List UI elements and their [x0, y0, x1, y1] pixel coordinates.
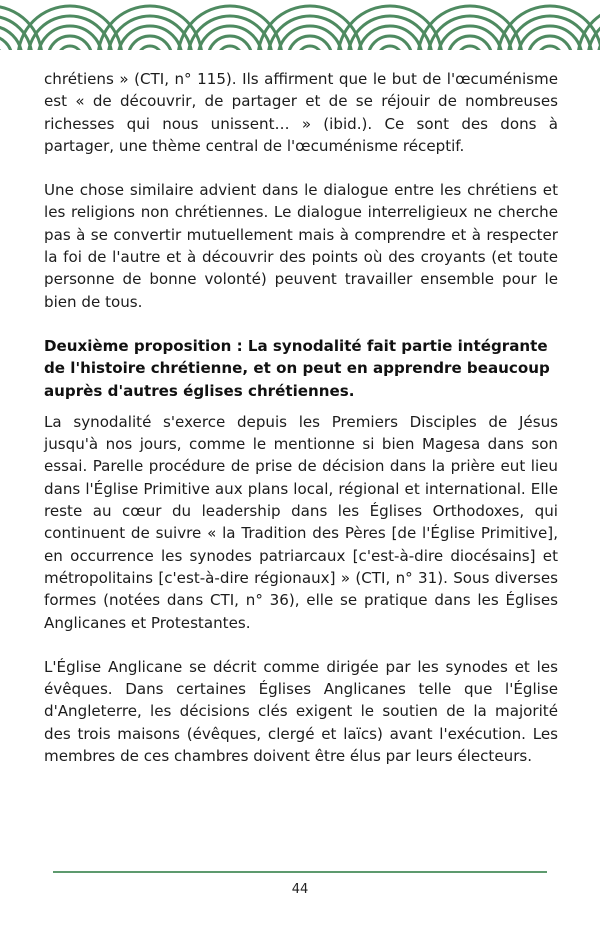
paragraph-interreligious-dialogue: Une chose similaire advient dans le dialogue entre les chrétiens et les religions non chrétiennes. Le dialogue interreligieux ne cherche pas à se convertir mutuellement mais à comprendre et à respecter la foi de l'autre et à découvrir des points où des croyants (et toute personne de bonne volonté) peuvent travailler ensemble pour le bien de tous.	[44, 181, 558, 311]
paragraph-synodality-history: La synodalité s'exerce depuis les Premiers Disciples de Jésus jusqu'à nos jours, comme le mentionne si bien Magesa dans son essai. Parelle procédure de prise de décision dans la prière eut lieu dans l'Église Primitive aux plans local, régional et international. Elle reste au cœur du leadership dans les Églises Orthodoxes, qui continuent de suivre « la Tradition des Pères [de l'Église Primitive], en occurrence les synodes patriarcaux [c'est-à-dire diocésains] et métropolitains [c'est-à-dire régionaux] » (CTI, n° 31). Sous diverses formes (notées dans CTI, n° 36), elle se pratique dans les Églises Anglicanes et Protestantes.	[44, 412, 558, 632]
arc-ring	[448, 36, 492, 50]
arc-ring	[0, 46, 2, 50]
footer-divider	[53, 871, 547, 873]
arc-ring	[58, 46, 82, 50]
paragraph-ecumenism: chrétiens » (CTI, n° 115). Ils affirment que le but de l'œcuménisme est « de découvrir, de partager et de se réjouir de nombreuses richesses qui nous unissent… » (ibid.). Ce sont des dons à partager, une thème central de l'œcuménisme réceptif.	[44, 70, 558, 155]
arc-ring	[218, 46, 242, 50]
arc-ring	[528, 36, 572, 50]
arc-ring	[538, 46, 562, 50]
arc-ring	[48, 36, 92, 50]
arc-ring	[128, 36, 172, 50]
arc-ring	[378, 46, 402, 50]
page-body	[44, 68, 558, 767]
arc-ring	[138, 46, 162, 50]
arc-ring	[0, 36, 12, 50]
arc-ring	[298, 46, 322, 50]
arc-ring	[368, 36, 412, 50]
decorative-arc-banner	[0, 0, 600, 50]
paragraph-anglican-church: L'Église Anglicane se décrit comme dirigée par les synodes et les évêques. Dans certaines Églises Anglicanes telle que l'Église d'Angleterre, les décisions clés exigent le soutien de la majorité des trois maisons (évêques, clergé et laïcs) avant l'exécution. Les membres de ces chambres doivent être élus par leurs électeurs.	[44, 657, 558, 766]
page-number: 44	[291, 882, 309, 897]
arc-ring	[208, 36, 252, 50]
arc-ring	[288, 36, 332, 50]
arc-ring	[458, 46, 482, 50]
section-heading: Deuxième proposition : La synodalité fait partie intégrante de l'histoire chrétienne, et on peut en apprendre beaucoup auprès d'autres églises chrétiennes.	[44, 336, 550, 400]
